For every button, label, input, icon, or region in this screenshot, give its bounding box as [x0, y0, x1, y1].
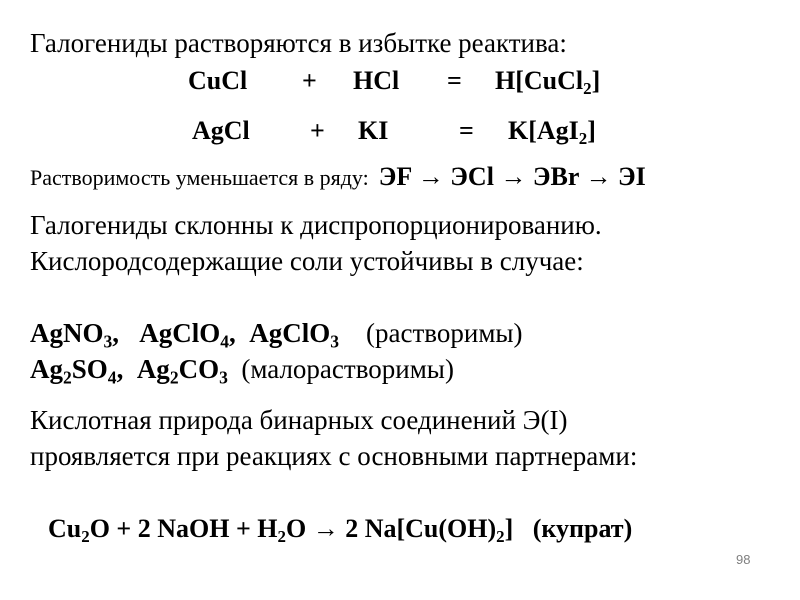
solubility-label: Растворимость уменьшается в ряду: — [30, 165, 369, 190]
text-line-disproportionation: Галогениды склонны к диспропорционированию. — [30, 210, 602, 240]
cuprate-note: (купрат) — [532, 514, 633, 543]
soluble-note: (растворимы) — [366, 318, 523, 348]
eq1-plus: + — [302, 66, 317, 95]
eq2-reactant-b: KI — [358, 116, 389, 145]
salt-agno3: AgNO$_3$, — [30, 318, 120, 352]
eq1-reactant-a: CuCl — [188, 66, 248, 95]
eq1-equals: = — [447, 66, 462, 95]
eq2-reactant-a: AgCl — [192, 116, 250, 145]
salt-agclo4: AgClO$_4$, — [139, 318, 236, 352]
eq2-product: K[AgI$_2$] — [508, 116, 596, 149]
eq1-reactant-b: HCl — [353, 66, 400, 95]
sparing-note: (малорастворимы) — [241, 354, 454, 384]
salt-ag2co3: $Ag_2CO_3$ — [136, 354, 228, 388]
text-line-basic-partners: проявляется при реакциях с основными партнерами: — [30, 441, 638, 471]
solubility-series: ЭF → ЭCl → ЭBr → ЭI — [378, 162, 646, 191]
sparing-salts-line — [30, 354, 454, 388]
eq2-plus: + — [310, 116, 325, 145]
salt-ag2so4: $Ag_2SO_4$, — [30, 354, 124, 388]
page-number: 98 — [736, 552, 751, 567]
solubility-line — [30, 162, 646, 192]
eq1-product: H[CuCl$_2$] — [495, 66, 601, 99]
cuprate-equation: $Cu_2O + 2$ NaOH + $H_2O \to 2$ $Na[Cu(OH)_2]$ (купрат) — [48, 514, 633, 547]
text-line-oxygen-salts: Кислородсодержащие соли устойчивы в случае: — [30, 246, 584, 276]
heading-line: Галогениды растворяются в избытке реактива: — [30, 28, 567, 58]
eq2-equals: = — [459, 116, 474, 145]
text-line-acidic-nature: Кислотная природа бинарных соединений Э(I) — [30, 405, 568, 435]
salt-agclo3: AgClO$_3$ — [249, 318, 340, 352]
soluble-salts-line — [30, 318, 523, 352]
